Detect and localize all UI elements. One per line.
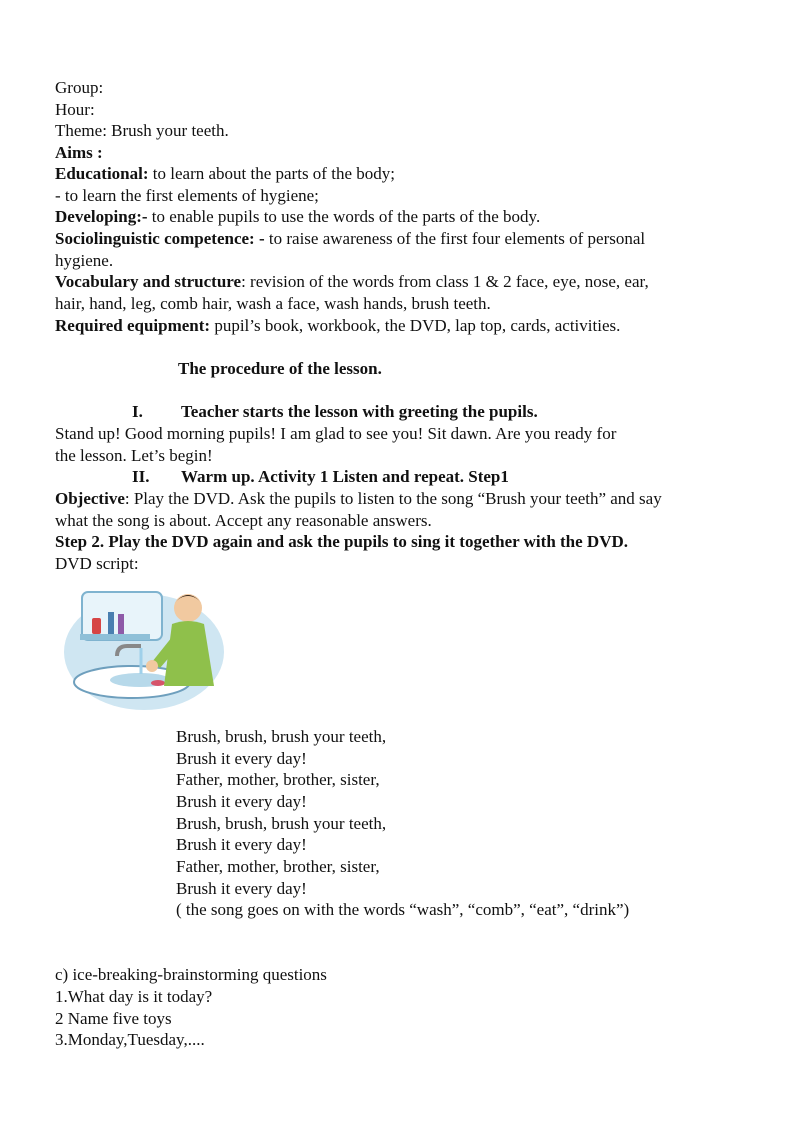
objective-label: Objective [55,489,125,508]
vocabulary-line [55,272,649,292]
song-line: Brush it every day! [176,879,307,898]
song-note: ( the song goes on with the words “wash”, “comb”, “eat”, “drink”) [176,900,630,919]
objective-text: : Play the DVD. Ask the pupils to listen to the song “Brush your teeth” and say [124,489,662,508]
educational-label: Educational: [55,164,149,183]
question-3: 3.Monday,Tuesday,.... [55,1030,205,1049]
objective-line [55,489,662,509]
song-line: Brush it every day! [176,835,307,854]
section-1-number: I. [132,402,143,421]
toothbrush-icon [118,614,124,634]
sociolinguistic-label: Sociolinguistic competence: [55,229,255,248]
boy-hands [146,660,158,672]
greeting-line-1: Stand up! Good morning pupils! I am glad to see you! Sit dawn. Are you ready for [55,424,617,443]
vocabulary-line-2: hair, hand, leg, comb hair, wash a face, wash hands, brush teeth. [55,294,491,313]
objective-line-2: what the song is about. Accept any reasonable answers. [55,511,432,530]
icebreak-heading: c) ice-breaking-brainstorming questions [55,965,327,984]
song-line: Brush it every day! [176,792,307,811]
developing-text: to enable pupils to use the words of the parts of the body. [147,207,541,226]
vocabulary-label: Vocabulary and structure [55,272,242,291]
soap-icon [151,680,165,686]
section-2-title: Warm up. Activity 1 Listen and repeat. Step1 [181,467,509,486]
theme-line: Theme: Brush your teeth. [55,121,229,140]
sociolinguistic-line-2: hygiene. [55,251,114,270]
group-line: Group: [55,78,104,97]
equipment-line [55,316,620,336]
developing-label: Developing:- [55,207,148,226]
sociolinguistic-text: to raise awareness of the first four elements of personal [264,229,646,248]
developing-line [55,207,540,227]
procedure-title: The procedure of the lesson. [178,359,382,378]
sociolinguistic-dash: - [254,229,265,248]
equipment-label: Required equipment: [55,316,211,335]
song-line: Brush, brush, brush your teeth, [176,727,387,746]
step-2-line: Step 2. Play the DVD again and ask the pupils to sing it together with the DVD. [55,532,629,551]
sociolinguistic-line [55,229,645,249]
section-1-title: Teacher starts the lesson with greeting the pupils. [181,402,538,421]
equipment-text: pupil’s book, workbook, the DVD, lap top, cards, activities. [210,316,621,335]
question-2: 2 Name five toys [55,1009,172,1028]
question-1: 1.What day is it today? [55,987,213,1006]
section-2-number: II. [132,467,150,486]
song-line: Father, mother, brother, sister, [176,770,380,789]
educational-line [55,164,395,184]
song-line: Brush, brush, brush your teeth, [176,814,387,833]
toothbrush-icon [108,612,114,634]
song-line: Father, mother, brother, sister, [176,857,380,876]
shelf-shape [80,634,150,640]
bottle-icon [92,618,101,634]
dvd-script-label: DVD script: [55,554,139,573]
greeting-line-2: the lesson. Let’s begin! [55,446,213,465]
song-line: Brush it every day! [176,749,307,768]
aims-heading: Aims : [55,143,103,162]
hour-line: Hour: [55,100,95,119]
boy-washing-hands-illustration [62,582,242,712]
vocabulary-text: : revision of the words from class 1 & 2 face, eye, nose, ear, [241,272,649,291]
boy-head [174,594,202,622]
educational-line-2: - to learn the first elements of hygiene; [55,186,319,205]
educational-text: to learn about the parts of the body; [148,164,395,183]
